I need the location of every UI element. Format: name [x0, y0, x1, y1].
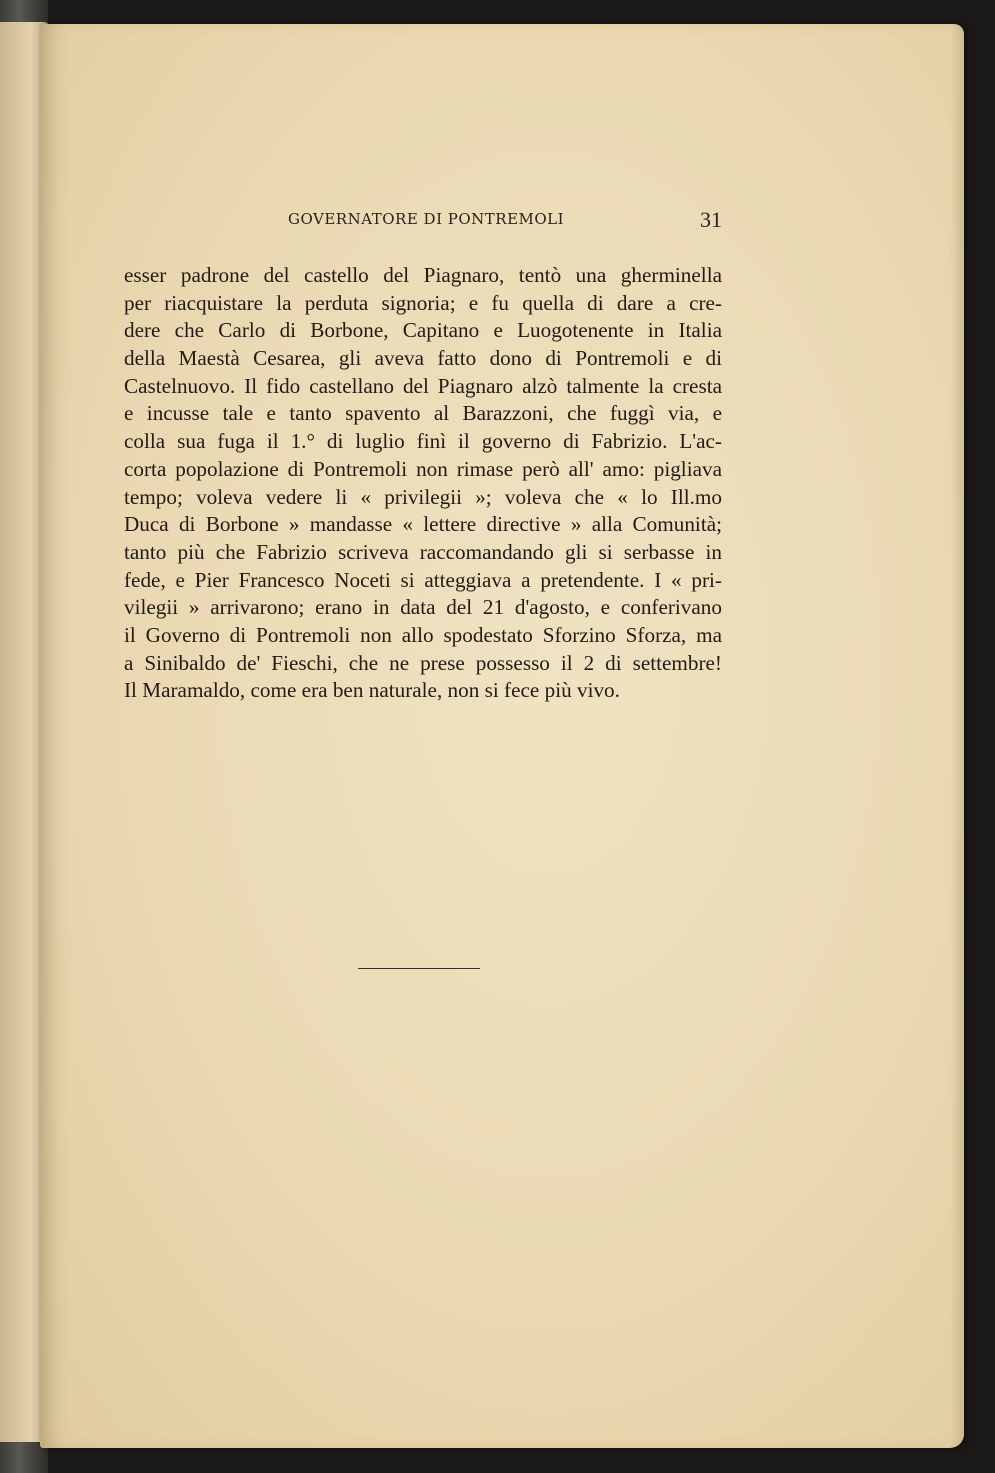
- page-fore-edge: [950, 24, 964, 1448]
- text-line: della Maestà Cesarea, gli aveva fatto dono di Pontremoli e di: [124, 346, 722, 371]
- text-line: Castelnuovo. Il fido castellano del Piagnaro alzò talmente la cresta: [124, 373, 722, 398]
- text-line: per riacquistare la perduta signoria; e fu quella di dare a cre-: [124, 290, 722, 315]
- text-line: corta popolazione di Pontremoli non rimase però all' amo: pigliava: [124, 456, 722, 481]
- text-line: esser padrone del castello del Piagnaro, tentò una gherminella: [124, 263, 722, 287]
- text-line: dere che Carlo di Borbone, Capitano e Luogotenente in Italia: [124, 318, 722, 343]
- text-line: il Governo di Pontremoli non allo spodestato Sforzino Sforza, ma: [124, 622, 722, 647]
- text-line: vilegii » arrivarono; erano in data del 21 d'agosto, e conferivano: [124, 595, 722, 620]
- running-head: GOVERNATORE DI PONTREMOLI: [288, 210, 565, 228]
- book-page: [40, 24, 964, 1448]
- text-line: tanto più che Fabrizio scriveva raccomandando gli si serbasse in: [124, 539, 722, 564]
- page-number: 31: [700, 207, 722, 232]
- text-line: a Sinibaldo de' Fieschi, che ne prese possesso il 2 di settembre!: [124, 650, 722, 675]
- text-line: fede, e Pier Francesco Noceti si atteggiava a pretendente. I « pri-: [124, 567, 722, 592]
- text-line: colla sua fuga il 1.° di luglio finì il governo di Fabrizio. L'ac-: [124, 429, 722, 454]
- section-end-rule: [358, 968, 480, 969]
- body-paragraph: [124, 262, 722, 705]
- text-line: e incusse tale e tanto spavento al Barazzoni, che fuggì via, e: [124, 401, 722, 426]
- text-line: Duca di Borbone » mandasse « lettere directive » alla Comunità;: [124, 512, 722, 537]
- text-line: tempo; voleva vedere li « privilegii »; voleva che « lo Ill.mo: [124, 484, 722, 509]
- text-line-last: Il Maramaldo, come era ben naturale, non si fece più vivo.: [124, 678, 620, 703]
